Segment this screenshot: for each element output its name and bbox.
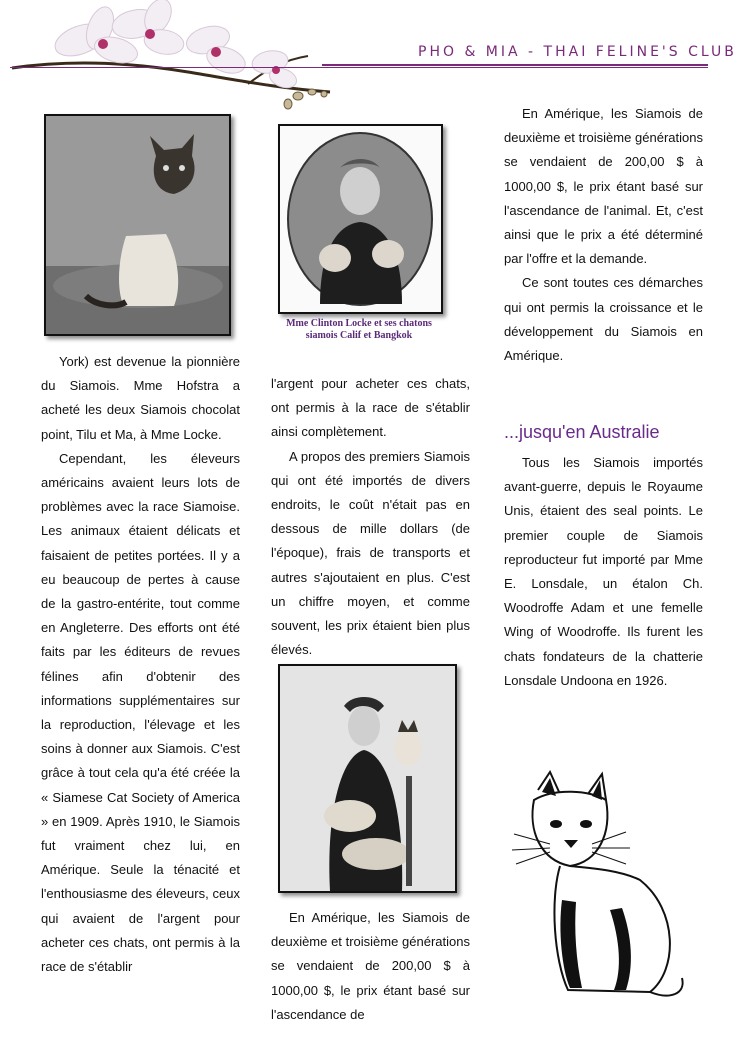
paragraph: A propos des premiers Siamois qui ont été importés de divers endroits, le coût n'était pas en dessous de mille dollars (de l'époque), frais de transports et autres s'ajoutaient en plus. C'est un chiffre moyen, et comme souvent, les prix étaient bien plus élevés. bbox=[271, 448, 470, 658]
photo-caption: Mme Clinton Locke et ses chatons siamois Calif et Bangkok bbox=[286, 318, 432, 341]
header-rule bbox=[322, 64, 708, 66]
club-title: PHO & MIA - THAI FELINE'S CLUB bbox=[418, 44, 737, 60]
orchid-decoration bbox=[8, 0, 338, 115]
header-rule-thin bbox=[10, 67, 708, 68]
text-column-1 bbox=[41, 350, 240, 979]
paragraph: En Amérique, les Siamois de deuxième et troisième générations se vendaient de 200,00 $ à 1000,00 $, le prix étant basé sur l'ascendance de bbox=[271, 910, 470, 1022]
paragraph: Ce sont toutes ces démarches qui ont permis la croissance et le développement du Siamois en Amérique. bbox=[504, 275, 703, 364]
text-column-2 bbox=[271, 372, 470, 662]
cat-drawing bbox=[510, 770, 690, 1005]
text-column-3 bbox=[504, 102, 703, 368]
woman-with-cats-photo bbox=[278, 664, 457, 893]
text-column-2-bottom bbox=[271, 906, 470, 1027]
paragraph: l'argent pour acheter ces chats, ont permis à la race de s'établir ainsi complètement. bbox=[271, 376, 470, 440]
section-heading: ...jusqu'en Australie bbox=[504, 422, 660, 442]
mme-locke-photo bbox=[278, 124, 443, 314]
paragraph: York) est devenue la pionnière du Siamois. Mme Hofstra a acheté les deux Siamois chocolat point, Tilu et Ma, à Mme Locke. bbox=[41, 354, 240, 442]
text-column-3-bottom bbox=[504, 451, 703, 693]
paragraph: En Amérique, les Siamois de deuxième et troisième générations se vendaient de 200,00 $ à 1000,00 $, le prix étant basé sur l'ascendance de l'animal. Et, c'est ainsi que le prix a été déterminé par l'offre et la demande. bbox=[504, 106, 703, 267]
paragraph: Cependant, les éleveurs américains avaient leurs lots de problèmes avec la race Siamoise. Les animaux étaient délicats et faisaient de petites portées. Il y a eu beaucoup de pertes à cause de la gastro-entérite, tout comme en Angleterre. Des efforts ont été faits par les éditeurs de revues félines afin d'obtenir des informations supplémentaires sur la reproduction, l'élevage et les soins à donner aux Siamois. C'est grâce à tout cela qu'a été créée la « Siamese Cat Society of America » en 1909. Après 1910, le Siamois fut vraiment chez lui, en Amérique. Seule la ténacité et l'enthousiasme des éleveurs, ceux qui avaient de l'argent pour acheter ces chats, ont permis à la race de s'établir bbox=[41, 450, 240, 975]
paragraph: Tous les Siamois importés avant-guerre, depuis le Royaume Unis, étaient des seal points. Le premier couple de Siamois reproducteur fut importé par Mme E. Lonsdale, un étalon Ch. Woodroffe Adam et une femelle Wing of Woodroffe. Ils furent les chats fondateurs de la chatterie Lonsdale Undoona en 1926. bbox=[504, 455, 703, 688]
siamese-cat-photo bbox=[44, 114, 231, 336]
